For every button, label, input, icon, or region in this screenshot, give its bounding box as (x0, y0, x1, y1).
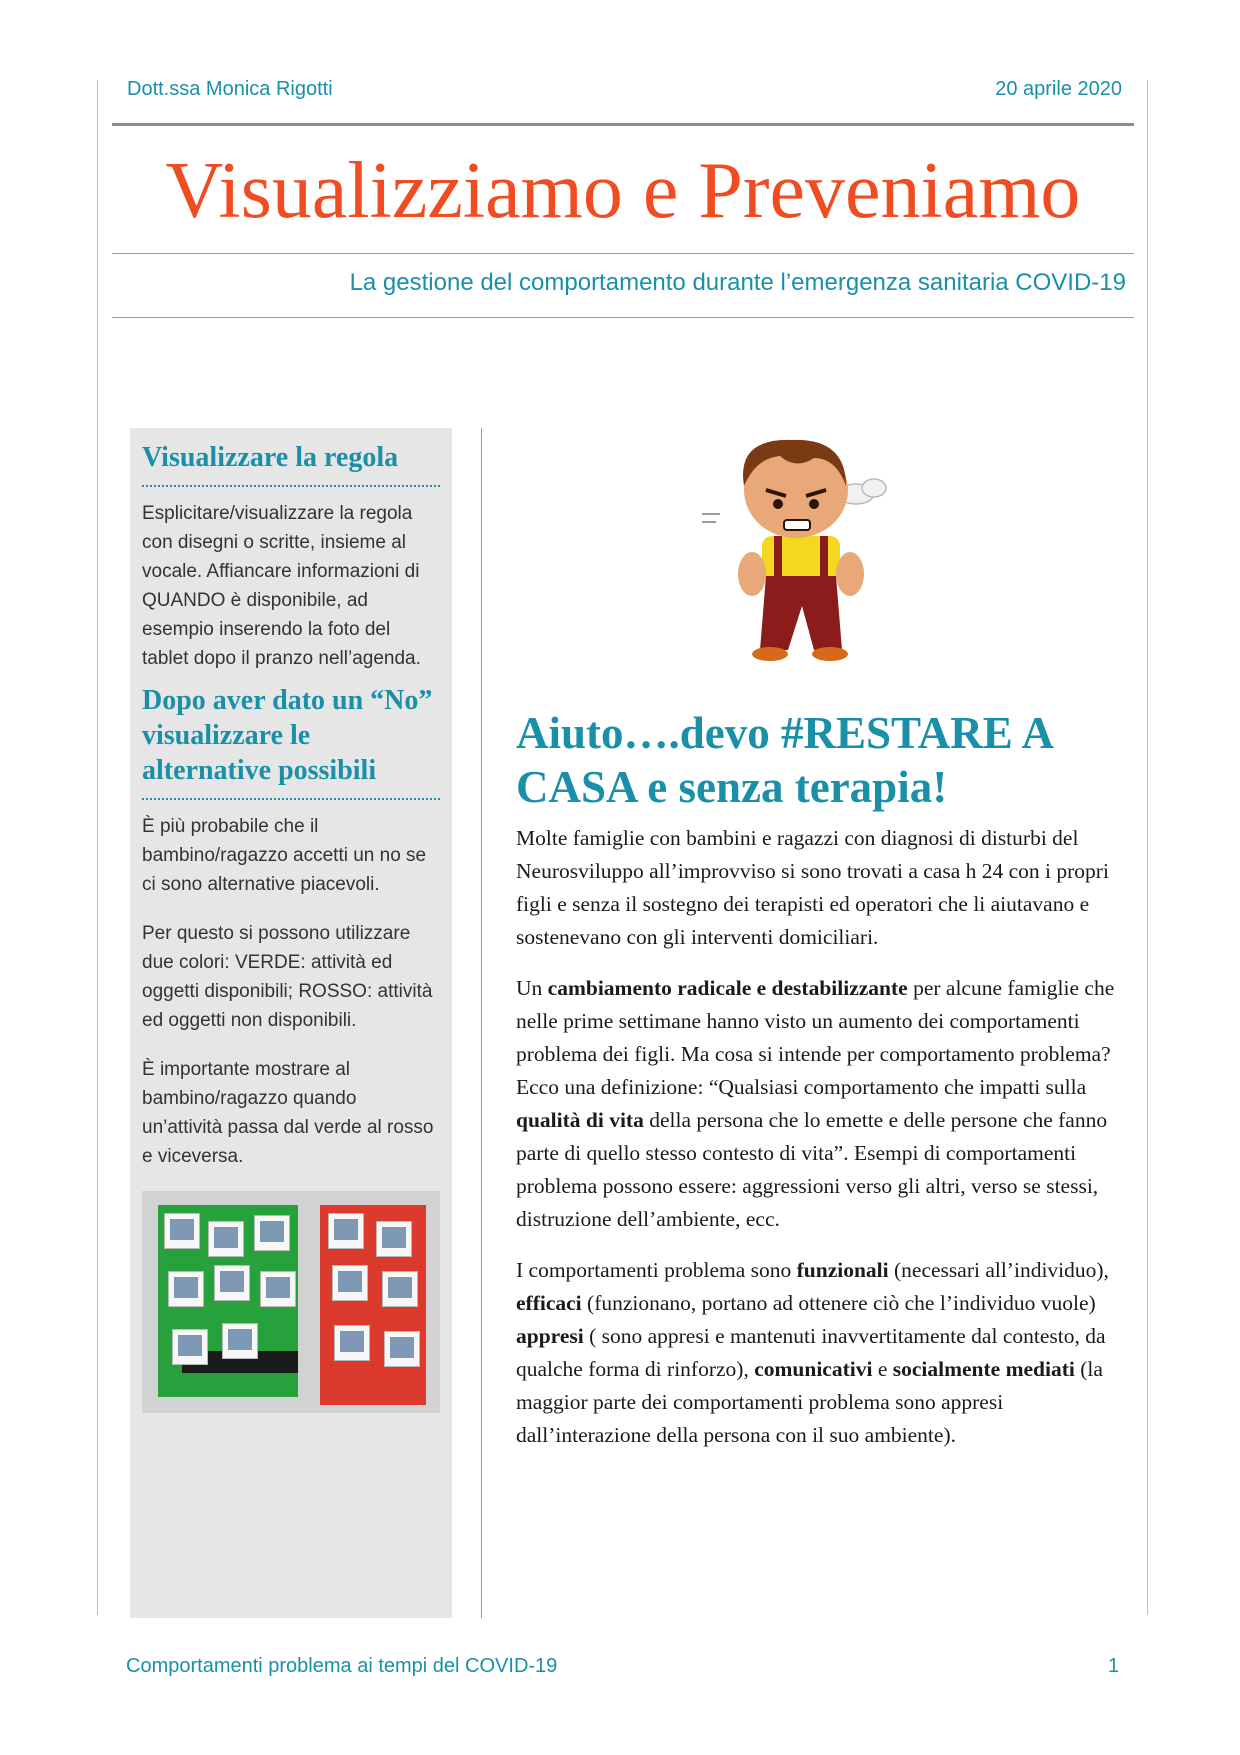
dotted-divider (142, 485, 440, 487)
sidebar-section2-paragraph: È più probabile che il bambino/ragazzo accetti un no se ci sono alternative piacevoli. (142, 816, 427, 895)
photo-card (214, 1265, 250, 1301)
page-title: Visualizziamo e Preveniamo (165, 147, 1081, 235)
photo-card (332, 1265, 368, 1301)
footer-text: Comportamenti problema ai tempi del COVID-19 (126, 1655, 558, 1677)
photo-card (260, 1271, 296, 1307)
title-rule-bottom (112, 317, 1134, 318)
photo-card (384, 1331, 420, 1367)
header-rule (112, 123, 1134, 126)
dotted-divider (142, 798, 440, 800)
article-paragraph: Molte famiglie con bambini e ragazzi con diagnosi di disturbi del Neurosviluppo all’improvviso si sono trovati a casa h 24 con i propri figli e senza il sostegno dei terapisti ed operatori che li aiutavano e sostenevano con gli interventi domiciliari. (516, 826, 1109, 949)
page-border-right (1147, 80, 1148, 1615)
sidebar (130, 428, 452, 1618)
header-date: 20 aprile 2020 (995, 78, 1122, 100)
sidebar-section2-paragraph: Per questo si possono utilizzare due colori: VERDE: attività ed oggetti disponibili; ROSSO: attività ed oggetti non disponibili. (142, 923, 433, 1031)
header-author: Dott.ssa Monica Rigotti (127, 78, 333, 100)
article-paragraph: I comportamenti problema sono funzionali (necessari all’individuo), efficaci (funzionano, portano ad ottenere ciò che l’individuo vuole) appresi ( sono appresi e mantenuti inavvertitamente dal contesto, da qualche forma di rinforzo), comunicativi e socialmente mediati (la maggior parte dei comportamenti problema sono appresi dall’interazione della persona con il suo ambiente). (516, 1258, 1109, 1447)
photo-card (168, 1271, 204, 1307)
column-separator (481, 428, 482, 1618)
photo-card (254, 1215, 290, 1251)
photo-card (208, 1221, 244, 1257)
page-border-left (97, 80, 98, 1615)
sidebar-section2-paragraph: È importante mostrare al bambino/ragazzo quando un’attività passa dal verde al rosso e viceversa. (142, 1059, 434, 1167)
photo-card (172, 1329, 208, 1365)
article-paragraph: Un cambiamento radicale e destabilizzante per alcune famiglie che nelle prime settimane hanno visto un aumento dei comportamenti problema dei figli. Ma cosa si intende per comportamento problema? Ecco una definizione: “Qualsiasi comportamento che impatti sulla qualità di vita della persona che lo emette e delle persone che fanno parte di quello stesso contesto di vita”. Esempi di comportamenti problema possono essere: aggressioni verso gli altri, verso se stessi, distruzione dell’ambiente, ecc. (516, 976, 1115, 1231)
photo-card (164, 1213, 200, 1249)
page-number: 1 (1108, 1655, 1120, 1677)
angry-boy-illustration (696, 428, 936, 664)
sidebar-section1-text: Esplicitare/visualizzare la regola con disegni o scritte, insieme al vocale. Affiancare informazioni di QUANDO è disponibile, ad esempio inserendo la foto del tablet dopo il pranzo nell’agenda. (142, 503, 421, 669)
photo-card (222, 1323, 258, 1359)
photo-card (376, 1221, 412, 1257)
photo-card (334, 1325, 370, 1361)
sidebar-section2-title: Dopo aver dato un “No” visualizzare le alternative possibili (142, 685, 433, 786)
photo-card (328, 1213, 364, 1249)
board-photo (142, 1191, 440, 1413)
page-subtitle: La gestione del comportamento durante l’emergenza sanitaria COVID-19 (349, 269, 1126, 296)
title-rule-top (112, 253, 1134, 254)
sidebar-section1-title: Visualizzare la regola (142, 442, 399, 473)
article-body (516, 822, 1122, 1470)
article-heading: Aiuto….devo #RESTARE A CASA e senza terapia! (516, 708, 1052, 812)
photo-card (382, 1271, 418, 1307)
